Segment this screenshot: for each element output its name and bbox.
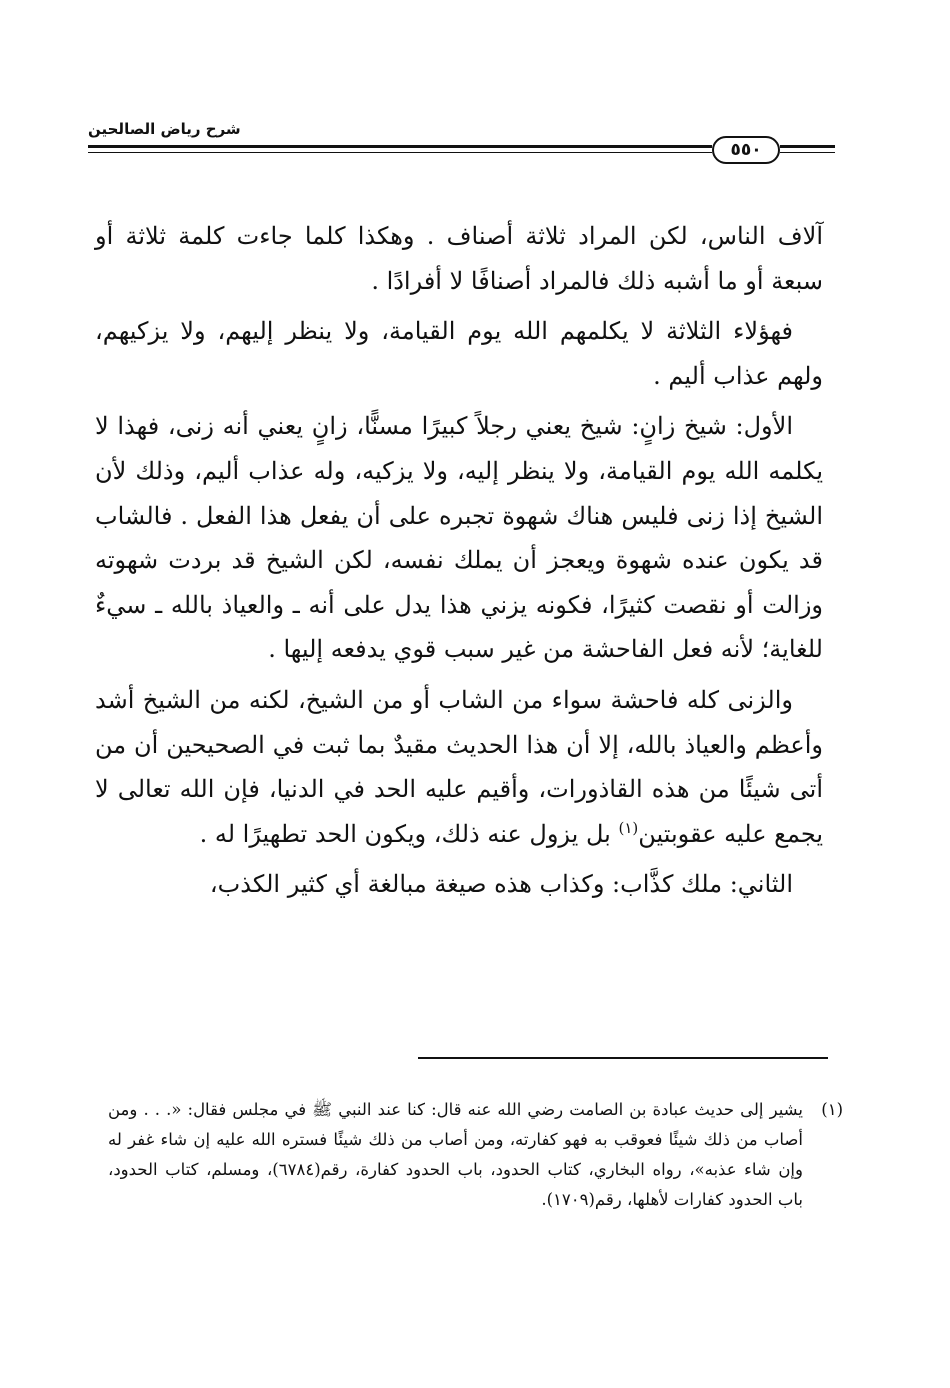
header-rule-thin: [88, 152, 712, 153]
body-text: [95, 214, 823, 913]
footnote: [108, 1095, 843, 1215]
footnote-number: (١): [821, 1100, 843, 1119]
running-title: شرح رياض الصالحين: [88, 120, 241, 138]
header-rule-thin-right: [780, 152, 835, 153]
paragraph: آلاف الناس، لكن المراد ثلاثة أصناف . وهكذا كلما جاءت كلمة ثلاثة أو سبعة أو ما أشبه ذلك فالمراد أصنافًا لا أفرادًا .: [95, 222, 823, 295]
paragraph: [95, 678, 823, 856]
paragraph-text: والزنى كله فاحشة سواء من الشاب أو من الشيخ، لكنه من الشيخ أشد وأعظم والعياذ بالله، إلا أن هذا الحديث مقيدٌ بما ثبت في الصحيحين أن من أتى شيئًا من هذه القاذورات، وأقيم عليه الحد في الدنيا، فإن الله تعالى لا يجمع عليه عقوبتين: [95, 685, 823, 848]
header-rule-thick: [88, 145, 712, 148]
paragraph: فهؤلاء الثلاثة لا يكلمهم الله يوم القيامة، ولا ينظر إليهم، ولا يزكيهم، ولهم عذاب أليم .: [95, 317, 823, 390]
footnote-reference: (١): [618, 818, 639, 837]
footnote-text: يشير إلى حديث عبادة بن الصامت رضي الله عنه قال: كنا عند النبي ﷺ في مجلس فقال: «. . . ومن أصاب من ذلك شيئًا فعوقب به فهو كفارته، ومن أصاب من ذلك شيئًا فستره الله عليه إن شاء غفر له وإن شاء عذبه»، رواه البخاري، كتاب الحدود، باب الحدود كفارة، رقم(٦٧٨٤)، ومسلم، كتاب الحدود، باب الحدود كفارات لأهلها، رقم(١٧٠٩).: [108, 1100, 803, 1209]
paragraph-text: بل يزول عنه ذلك، ويكون الحد تطهيرًا له .: [199, 819, 611, 848]
footnote-separator: [418, 1057, 828, 1059]
header-rule-thick-right: [780, 145, 835, 148]
paragraph: الأول: شيخ زانٍ: شيخ يعني رجلاً كبيرًا مسنًّا، زانٍ يعني أنه زنى، فهذا لا يكلمه الله يوم القيامة، ولا ينظر إليه، ولا يزكيه، وله عذاب أليم، وذلك لأن الشيخ إذا زنى فليس هناك شهوة تجبره على أن يفعل هذا الفعل . فالشاب قد يكون عنده شهوة ويعجز أن يملك نفسه، لكن الشيخ قد بردت شهوته وزالت أو نقصت كثيرًا، فكونه يزني هذا يدل على أنه ـ والعياذ بالله ـ سيءٌ للغاية؛ لأنه فعل الفاحشة من غير سبب قوي يدفعه إليها .: [95, 412, 823, 664]
paragraph: الثاني: ملك كذَّاب: وكذاب هذه صيغة مبالغة أي كثير الكذب،: [209, 870, 793, 899]
page-number: ٥٥٠: [712, 136, 780, 164]
